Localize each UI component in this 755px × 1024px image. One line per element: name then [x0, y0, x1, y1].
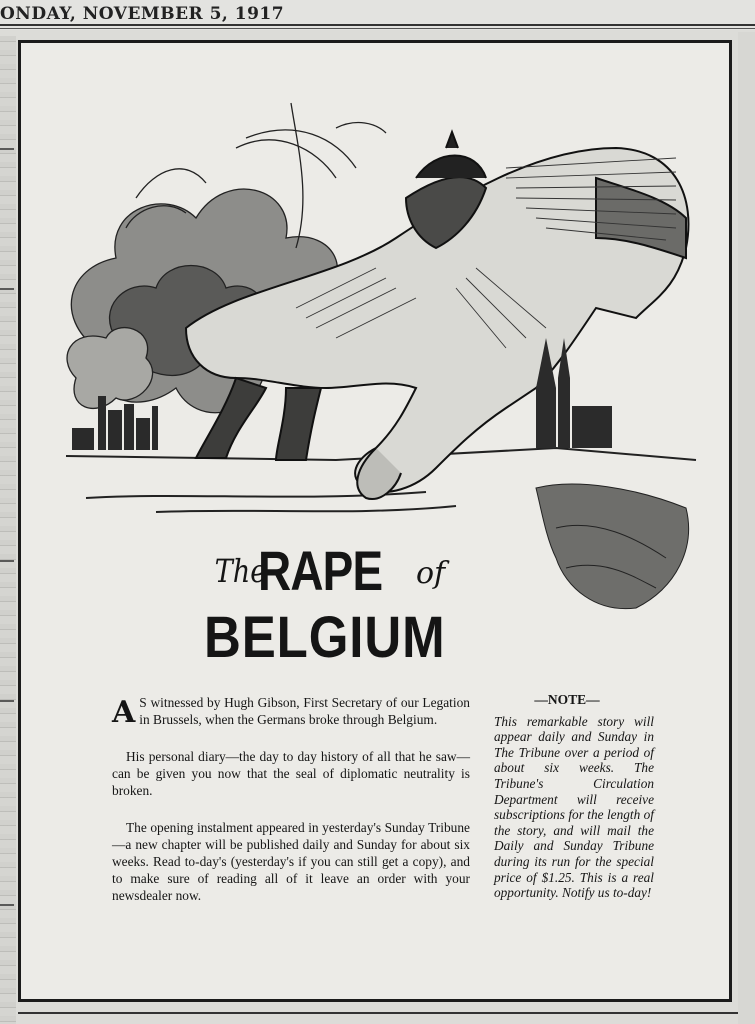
column-rule: [0, 560, 14, 562]
headline-belgium: BELGIUM: [204, 605, 446, 670]
headline-rape: RAPE: [258, 539, 383, 602]
paragraph-1: [112, 694, 470, 728]
adjacent-column-fragment: [0, 36, 16, 1024]
headline-the: The: [214, 552, 267, 590]
note-text: This remarkable story will appear daily and Sunday in The Tribune over a period of about six weeks. The Tribune's Circulation Department will receive subscriptions for the length of the story, and will mail the Daily and Sunday Tribune during its run for the special price of $1.25. This is a real opportunity. Notify us to-day!: [494, 713, 654, 901]
note-title: —NOTE—: [534, 692, 600, 707]
body-text: [112, 694, 470, 924]
paragraph-3: The opening instalment appeared in yesterday's Sunday Tribune—a new chapter will be published daily and Sunday for about six weeks. Read to-day's (yesterday's if you can still get a copy), and to make sure of reading all of it leave an order with your newsdealer now.: [112, 820, 470, 903]
note-box: [494, 692, 654, 901]
headline-of: of: [416, 556, 446, 591]
masthead-rule: [0, 24, 755, 29]
page-margin: [738, 32, 755, 1024]
paragraph-2: His personal diary—the day to day history of all that he saw—can be given you now that the seal of diplomatic neutrality is broken.: [112, 749, 470, 798]
column-rule: [0, 904, 14, 906]
debris-icon: [536, 484, 689, 609]
dateline: ONDAY, NOVEMBER 5, 1917: [0, 4, 285, 24]
column-rule: [0, 700, 14, 702]
column-rule: [0, 288, 14, 290]
headline: [190, 539, 490, 682]
drop-cap: A: [112, 695, 136, 730]
paragraph-1-text: S witnessed by Hugh Gibson, First Secretary of our Legation in Brussels, when the Germans broke through Belgium.: [139, 695, 470, 727]
church-spire-icon: [536, 338, 612, 448]
bottom-rule: [18, 1012, 738, 1017]
newspaper-masthead: [0, 0, 755, 30]
column-rule: [0, 148, 14, 150]
